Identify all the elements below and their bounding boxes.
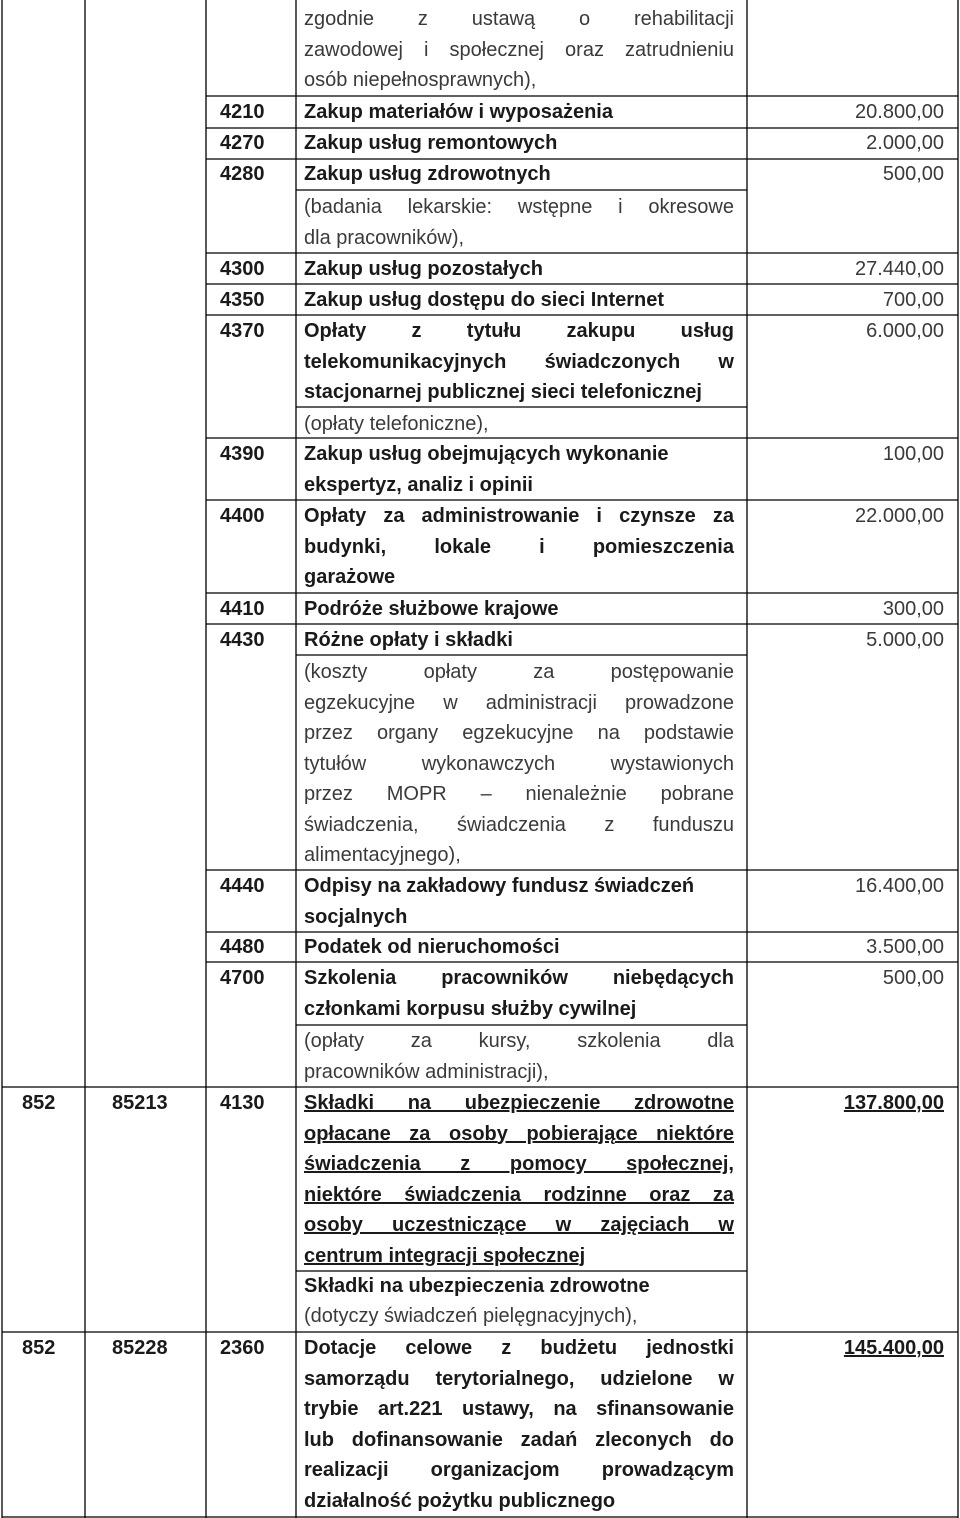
desc-line: garażowe xyxy=(304,566,396,588)
desc-line: telekomunikacyjnych świadczonych w xyxy=(304,350,734,373)
desc-line: budynki, lokale i pomieszczenia xyxy=(304,535,734,558)
row-amount: 27.440,00 xyxy=(855,258,944,280)
desc-line: osób niepełnosprawnych), xyxy=(304,69,537,91)
row-r14-description xyxy=(304,1088,734,1271)
paragraph-code: 4400 xyxy=(220,505,265,527)
row-amount: 22.000,00 xyxy=(855,505,944,527)
desc-line: świadczenia z pomocy społecznej, xyxy=(304,1153,734,1175)
paragraph-code: 4370 xyxy=(220,320,265,342)
row-amount: 16.400,00 xyxy=(855,875,944,897)
desc-line: Opłaty z tytułu zakupu usług xyxy=(304,320,734,342)
desc-line: samorządu terytorialnego, udzielone w xyxy=(304,1367,734,1390)
desc-line: Dotacje celowe z budżetu jednostki xyxy=(304,1337,734,1359)
row-description: Zakup usług remontowych xyxy=(304,132,558,154)
paragraph-code: 4300 xyxy=(220,258,265,280)
paragraph-code: 4390 xyxy=(220,443,265,465)
desc-line: Zakup usług obejmujących wykonanie xyxy=(304,443,669,465)
paragraph-code: 4350 xyxy=(220,289,265,311)
row-amount: 137.800,00 xyxy=(843,1092,944,1114)
desc-line: niektóre świadczenia rodzinne oraz za xyxy=(304,1183,734,1206)
row-description: (dotyczy świadczeń pielęgnacyjnych), xyxy=(304,1305,638,1327)
row-description: Podróże służbowe krajowe xyxy=(304,598,559,620)
desc-line: Składki na ubezpieczenie zdrowotne xyxy=(304,1092,734,1114)
row-amount: 100,00 xyxy=(882,443,944,465)
paragraph-code: 4210 xyxy=(220,101,265,123)
row-description: Składki na ubezpieczenia zdrowotne xyxy=(304,1275,650,1297)
paragraph-code: 2360 xyxy=(220,1337,265,1359)
desc-line: osoby uczestniczące w zajęciach w xyxy=(304,1214,734,1236)
row-amount: 145.400,00 xyxy=(843,1337,944,1359)
desc-line: zawodowej i społecznej oraz zatrudnieniu xyxy=(304,38,734,61)
row-amount: 20.800,00 xyxy=(855,101,944,123)
desc-line: ekspertyz, analiz i opinii xyxy=(304,473,533,496)
rozdzial-code: 85213 xyxy=(112,1092,168,1114)
desc-line: socjalnych xyxy=(304,905,408,928)
row-description: Różne opłaty i składki xyxy=(304,629,513,651)
row-amount: 2.000,00 xyxy=(866,132,944,154)
row-r0-description xyxy=(304,4,734,96)
desc-line: (badania lekarskie: wstępne i okresowe xyxy=(304,196,734,218)
rozdzial-code: 85228 xyxy=(112,1337,168,1359)
row-description: Zakup materiałów i wyposażenia xyxy=(304,101,613,123)
desc-line: realizacji organizacjom prowadzącym xyxy=(304,1459,734,1481)
paragraph-code: 4270 xyxy=(220,132,265,154)
desc-line: Szkolenia pracowników niebędących xyxy=(304,967,734,989)
dzial-code: 852 xyxy=(22,1337,56,1359)
desc-line: alimentacyjnego), xyxy=(304,844,461,866)
desc-line: działalność pożytku publicznego xyxy=(304,1489,616,1512)
desc-line: Opłaty za administrowanie i czynsze za xyxy=(304,505,734,527)
row-description: Podatek od nieruchomości xyxy=(304,936,560,958)
paragraph-code: 4410 xyxy=(220,598,265,620)
row-r10n-description xyxy=(304,657,734,871)
desc-line: zgodnie z ustawą o rehabilitacji xyxy=(304,8,734,30)
row-description: Zakup usług zdrowotnych xyxy=(304,163,551,185)
desc-line: centrum integracji społecznej xyxy=(304,1244,586,1267)
row-description: Zakup usług pozostałych xyxy=(304,258,543,280)
row-amount: 500,00 xyxy=(882,163,944,185)
row-r13n-description xyxy=(304,1026,734,1087)
row-r13-description xyxy=(304,963,734,1024)
row-amount: 5.000,00 xyxy=(866,629,944,651)
paragraph-code: 4480 xyxy=(220,936,265,958)
dzial-code: 852 xyxy=(22,1092,56,1114)
desc-line: (opłaty za kursy, szkolenia dla xyxy=(304,1030,734,1052)
paragraph-code: 4280 xyxy=(220,163,265,185)
desc-line: (opłaty telefoniczne), xyxy=(304,413,489,435)
paragraph-code: 4440 xyxy=(220,875,265,897)
row-r11-description xyxy=(304,871,734,932)
desc-line: trybie art.221 ustawy, na sfinansowanie xyxy=(304,1398,734,1420)
desc-line: pracowników administracji), xyxy=(304,1060,549,1083)
row-amount: 500,00 xyxy=(882,967,944,989)
desc-line: lub dofinansowanie zadań zleconych do xyxy=(304,1428,734,1451)
row-r6n-description xyxy=(304,409,734,440)
row-r3n-description xyxy=(304,192,734,253)
row-r15-description xyxy=(304,1333,734,1516)
row-description: Zakup usług dostępu do sieci Internet xyxy=(304,289,665,311)
row-amount: 3.500,00 xyxy=(866,936,944,958)
desc-line: świadczenia, świadczenia z funduszu xyxy=(304,813,734,836)
desc-line: tytułów wykonawczych wystawionych xyxy=(304,752,734,775)
desc-line: przez organy egzekucyjne na podstawie xyxy=(304,722,734,744)
desc-line: (koszty opłaty za postępowanie xyxy=(304,661,734,683)
desc-line: dla pracowników), xyxy=(304,226,465,249)
row-r6-description xyxy=(304,316,734,408)
paragraph-code: 4130 xyxy=(220,1092,265,1114)
paragraph-code: 4430 xyxy=(220,629,265,651)
desc-line: opłacane za osoby pobierające niektóre xyxy=(304,1122,734,1145)
desc-line: egzekucyjne w administracji prowadzone xyxy=(304,691,734,714)
paragraph-code: 4700 xyxy=(220,967,265,989)
row-r7-description xyxy=(304,439,734,500)
desc-line: stacjonarnej publicznej sieci telefonicznej xyxy=(304,381,702,403)
desc-line: przez MOPR – nienależnie pobrane xyxy=(304,783,734,805)
row-amount: 700,00 xyxy=(882,289,944,311)
desc-line: członkami korpusu służby cywilnej xyxy=(304,997,637,1020)
desc-line: Odpisy na zakładowy fundusz świadczeń xyxy=(304,875,695,897)
row-amount: 300,00 xyxy=(882,598,944,620)
row-amount: 6.000,00 xyxy=(866,320,944,342)
row-r8-description xyxy=(304,501,734,593)
